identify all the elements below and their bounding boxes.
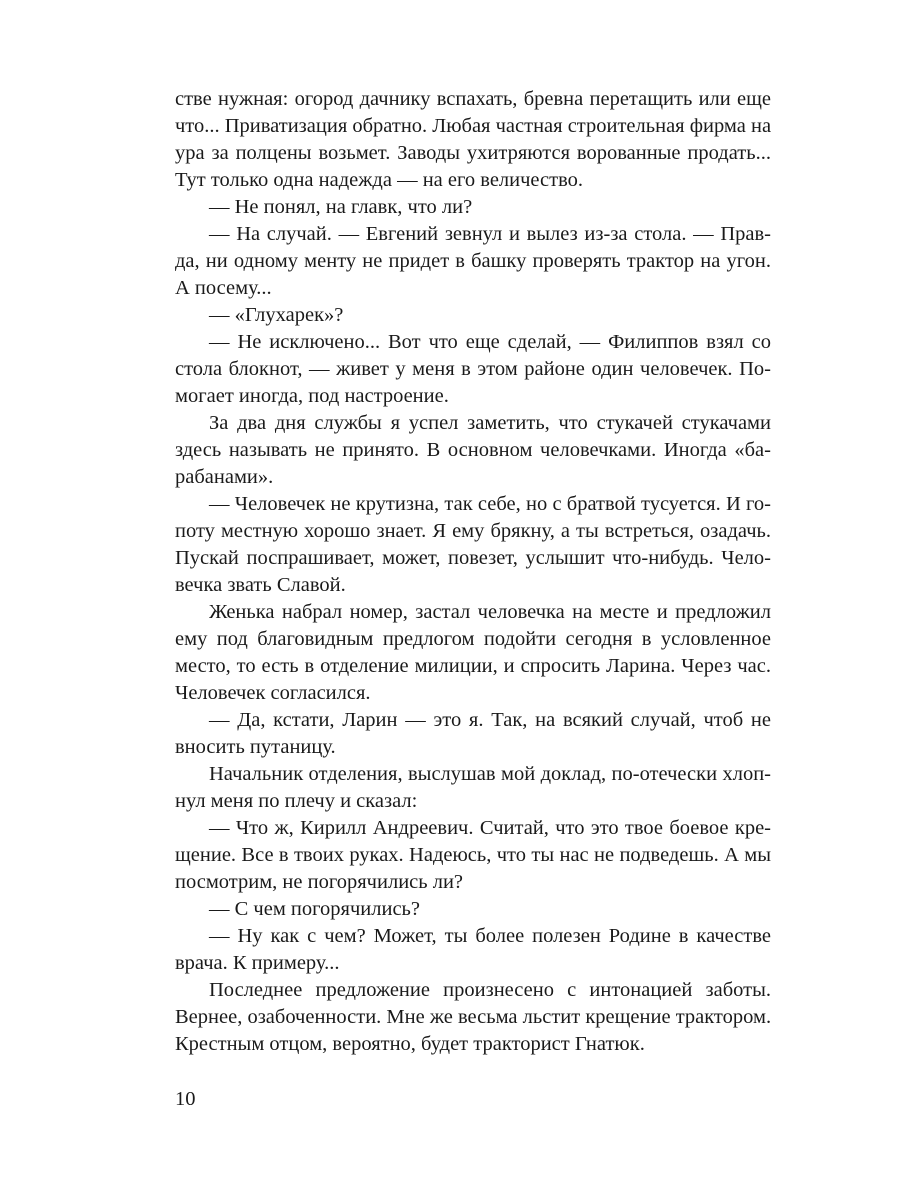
text-line: А посему...	[175, 277, 272, 299]
text-line: Человечек согласился.	[175, 682, 371, 704]
text-line: врача. К примеру...	[175, 952, 340, 974]
text-line: Крестным отцом, вероятно, будет тракторист Гнатюк.	[175, 1033, 645, 1055]
text-line: Последнее предложение произнесено с интонацией заботы.	[209, 979, 771, 1001]
text-line: нул меня по плечу и сказал:	[175, 790, 418, 812]
text-line: — На случай. — Евгений зевнул и вылез из-за стола. — Прав-	[209, 223, 771, 245]
paragraph	[175, 977, 771, 1058]
text-line: Женька набрал номер, застал человечка на месте и предложил	[209, 601, 771, 623]
text-line: место, то есть в отделение милиции, и спросить Ларина. Через час.	[175, 655, 771, 677]
paragraph	[175, 221, 771, 302]
paragraph	[175, 86, 771, 194]
paragraph	[175, 410, 771, 491]
text-line: — «Глухарек»?	[209, 304, 344, 326]
text-line: стола блокнот, — живет у меня в этом районе один человечек. По-	[175, 358, 771, 380]
paragraph	[175, 599, 771, 707]
text-line: ура за полцены возьмет. Заводы ухитряются ворованные продать...	[175, 142, 771, 164]
text-line: — Не исключено... Вот что еще сделай, — Филиппов взял со	[209, 331, 771, 353]
paragraph	[175, 194, 771, 221]
paragraph	[175, 329, 771, 410]
text-line: здесь называть не принято. В основном человечками. Иногда «ба-	[175, 439, 771, 461]
paragraph	[175, 761, 771, 815]
text-line: вносить путаницу.	[175, 736, 336, 758]
paragraph	[175, 491, 771, 599]
text-line: посмотрим, не погорячились ли?	[175, 871, 464, 893]
page-body	[175, 86, 771, 1058]
text-line: За два дня службы я успел заметить, что стукачей стукачами	[209, 412, 771, 434]
text-line: — Что ж, Кирилл Андреевич. Считай, что это твое боевое кре-	[209, 817, 771, 839]
text-line: могает иногда, под настроение.	[175, 385, 449, 407]
text-line: Вернее, озабоченности. Мне же весьма льстит крещение трактором.	[175, 1006, 772, 1028]
text-line: рабанами».	[175, 466, 274, 488]
text-line: щение. Все в твоих руках. Надеюсь, что ты нас не подведешь. А мы	[175, 844, 771, 866]
text-line: стве нужная: огород дачнику вспахать, бревна перетащить или еще	[175, 88, 771, 110]
text-line: вечка звать Славой.	[175, 574, 346, 596]
text-line: — Да, кстати, Ларин — это я. Так, на всякий случай, чтоб не	[209, 709, 771, 731]
paragraph	[175, 302, 771, 329]
text-line: — Не понял, на главк, что ли?	[209, 196, 473, 218]
text-line: поту местную хорошо знает. Я ему брякну, а ты встреться, озадачь.	[175, 520, 771, 542]
text-line: ему под благовидным предлогом подойти сегодня в условленное	[175, 628, 771, 650]
paragraph	[175, 707, 771, 761]
text-line: — Ну как с чем? Может, ты более полезен Родине в качестве	[209, 925, 771, 947]
text-line: — Человечек не крутизна, так себе, но с братвой тусуется. И го-	[209, 493, 771, 515]
page-number: 10	[175, 1088, 196, 1110]
text-line: Тут только одна надежда — на его величество.	[175, 169, 584, 191]
text-line: Начальник отделения, выслушав мой доклад, по-отечески хлоп-	[209, 763, 771, 785]
text-line: — С чем погорячились?	[209, 898, 421, 920]
paragraph	[175, 896, 771, 923]
text-line: Пускай поспрашивает, может, повезет, услышит что-нибудь. Чело-	[175, 547, 771, 569]
text-line: да, ни одному менту не придет в башку проверять трактор на угон.	[175, 250, 771, 272]
paragraph	[175, 815, 771, 896]
paragraph	[175, 923, 771, 977]
text-line: что... Приватизация обратно. Любая частная строительная фирма на	[175, 115, 772, 137]
